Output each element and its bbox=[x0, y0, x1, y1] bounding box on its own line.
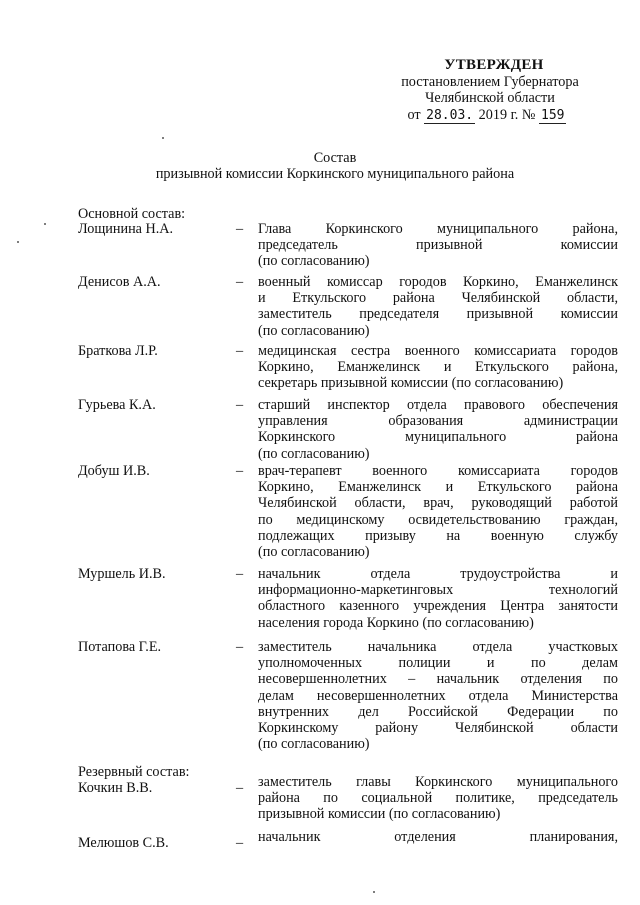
description-line: областного казенного учреждения Центра занятости bbox=[258, 598, 618, 615]
description-line: управления образования администрации bbox=[258, 413, 618, 430]
dash: – bbox=[236, 639, 244, 655]
dash: – bbox=[236, 463, 244, 479]
description-line: начальник отделения планирования, bbox=[258, 829, 618, 845]
description-line: призывной комиссии (по согласованию) bbox=[258, 806, 501, 823]
section-reserve: Резервный состав: bbox=[78, 764, 190, 780]
member-description bbox=[258, 774, 618, 823]
description-line: (по согласованию) bbox=[258, 544, 370, 561]
member-name: Гурьева К.А. bbox=[78, 397, 156, 413]
member-description bbox=[258, 829, 618, 845]
member-name: Муршель И.В. bbox=[78, 566, 166, 582]
scan-speck bbox=[162, 137, 164, 139]
description-line: района по социальной политике, председатель bbox=[258, 790, 618, 807]
member-description bbox=[258, 639, 618, 752]
member-name: Денисов А.А. bbox=[78, 274, 161, 290]
member-name: Добуш И.В. bbox=[78, 463, 150, 479]
description-line: и Еткульского района Челябинской области, bbox=[258, 290, 618, 307]
description-line: Коркинского муниципального района bbox=[258, 429, 618, 446]
member-description bbox=[258, 221, 618, 270]
description-line: Глава Коркинского муниципального района, bbox=[258, 221, 618, 237]
scan-speck bbox=[17, 241, 19, 243]
approval-line-1: постановлением Губернатора bbox=[401, 74, 579, 91]
member-name: Лощинина Н.А. bbox=[78, 221, 174, 237]
dash: – bbox=[236, 780, 244, 796]
description-line: информационно-маркетинговых технологий bbox=[258, 582, 618, 599]
description-line: секретарь призывной комиссии (по согласованию) bbox=[258, 375, 564, 392]
description-line: (по согласованию) bbox=[258, 322, 370, 339]
member-description bbox=[258, 274, 618, 339]
description-line: населения города Коркино (по согласованию) bbox=[258, 614, 534, 631]
description-line: врач-терапевт военного комиссариата городов bbox=[258, 463, 618, 479]
description-line: заместитель главы Коркинского муниципального bbox=[258, 774, 618, 790]
description-line: заместитель начальника отдела участковых bbox=[258, 639, 618, 655]
dash: – bbox=[236, 343, 244, 359]
approval-line-2: Челябинской области bbox=[425, 90, 555, 107]
description-line: несовершеннолетних – начальник отделения по bbox=[258, 671, 618, 688]
dash: – bbox=[236, 397, 244, 413]
handwritten-number: 159 bbox=[541, 107, 565, 123]
member-description bbox=[258, 343, 618, 392]
description-line: старший инспектор отдела правового обеспечения bbox=[258, 397, 618, 413]
date-year: 2019 г. № bbox=[478, 106, 536, 123]
dash: – bbox=[236, 274, 244, 290]
title-line-1: Состав bbox=[313, 150, 357, 166]
title-line-2: призывной комиссии Коркинского муниципального района bbox=[155, 166, 515, 183]
description-line: военный комиссар городов Коркино, Еманжелинск bbox=[258, 274, 618, 290]
description-line: Коркино, Еманжелинск и Еткульского района bbox=[258, 479, 618, 496]
member-name: Мелюшов С.В. bbox=[78, 835, 169, 851]
description-line: внутренних дел Российской Федерации по bbox=[258, 703, 618, 720]
date-prefix: от bbox=[407, 106, 421, 123]
scan-speck bbox=[373, 891, 375, 893]
description-line: уполномоченных полиции и по делам bbox=[258, 655, 618, 672]
description-line: Коркино, Еманжелинск и Еткульского района, bbox=[258, 359, 618, 376]
handwritten-date: 28.03. bbox=[426, 107, 474, 123]
document-title bbox=[0, 150, 640, 182]
dash: – bbox=[236, 221, 244, 237]
dash: – bbox=[236, 566, 244, 582]
description-line: (по согласованию) bbox=[258, 445, 370, 462]
member-description bbox=[258, 397, 618, 462]
member-name: Потапова Г.Е. bbox=[78, 639, 162, 655]
approval-heading: УТВЕРЖДЕН bbox=[444, 57, 544, 73]
member-name: Браткова Л.Р. bbox=[78, 343, 158, 359]
member-description bbox=[258, 566, 618, 631]
description-line: подлежащих призыву на военную службу bbox=[258, 527, 618, 544]
description-line: медицинская сестра военного комиссариата городов bbox=[258, 343, 618, 359]
section-main: Основной состав: bbox=[78, 206, 186, 222]
member-name: Кочкин В.В. bbox=[78, 780, 153, 796]
scan-speck bbox=[44, 223, 46, 225]
description-line: Челябинской области, врач, руководящий работой bbox=[258, 495, 618, 512]
description-line: (по согласованию) bbox=[258, 736, 370, 753]
description-line: заместитель председателя призывной комиссии bbox=[258, 306, 618, 323]
description-line: начальник отдела трудоустройства и bbox=[258, 566, 618, 582]
description-line: председатель призывной комиссии bbox=[258, 237, 618, 254]
dash: – bbox=[236, 835, 244, 851]
approval-block bbox=[380, 57, 600, 124]
approval-date-line bbox=[374, 107, 600, 124]
description-line: по медицинскому освидетельствованию граждан, bbox=[258, 511, 618, 528]
description-line: делам несовершеннолетних отдела Министерства bbox=[258, 687, 618, 704]
member-description bbox=[258, 463, 618, 560]
description-line: (по согласованию) bbox=[258, 253, 370, 270]
description-line: Коркинскому району Челябинской области bbox=[258, 720, 618, 737]
